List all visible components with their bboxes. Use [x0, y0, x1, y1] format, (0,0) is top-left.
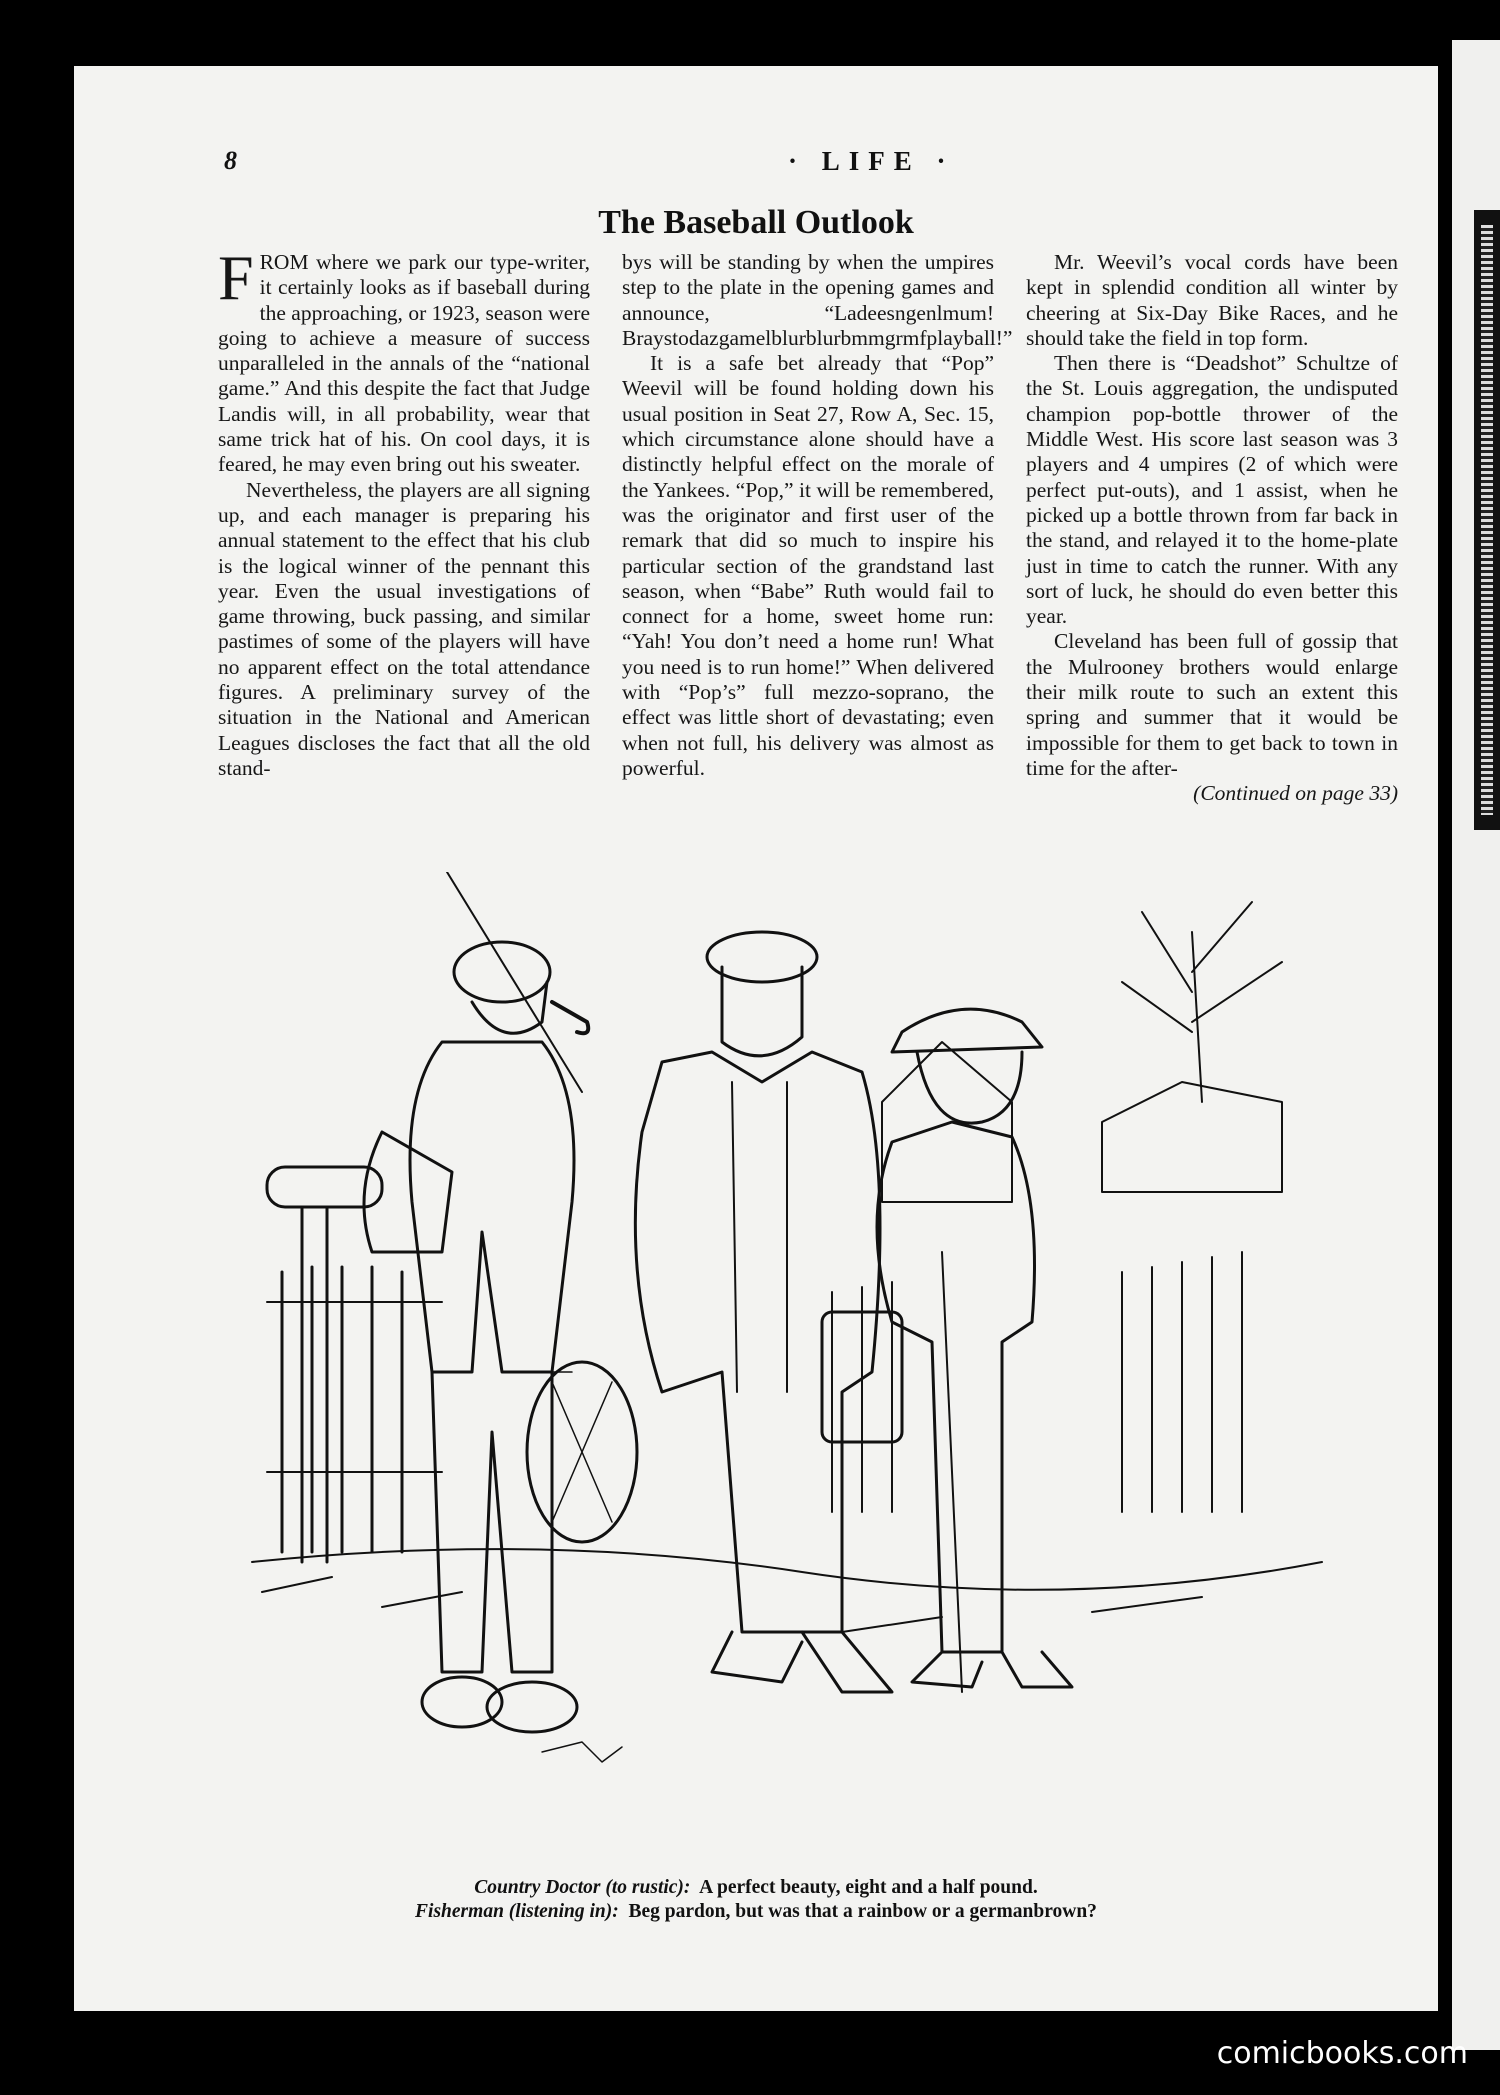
masthead: · LIFE ·	[788, 146, 955, 176]
paragraph: It is a safe bet already that “Pop” Weevil will be found holding down his usual position in Seat 27, Row A, Sec. 15, which circumstance alone should have a distinctly helpful effect on the morale of the Yankees. “Pop,” it will be remembered, was the originator and first user of the remark that did so much to inspire his particular section of the grandstand last season, when “Babe” Ruth would fail to connect for a home, sweet home run: “Yah! You don’t need a home run! What you need is to run home!” When delivered with “Pop’s” full mezzo-soprano, the effect was little short of devastating; even when not full, his delivery was almost as powerful.	[622, 351, 994, 780]
article-column-3	[1026, 250, 1398, 807]
cartoon-caption	[74, 1876, 1438, 1924]
adjacent-page-pattern	[1481, 225, 1493, 815]
caption-text: A perfect beauty, eight and a half pound.	[699, 1877, 1038, 1898]
fisherman-figure	[364, 942, 637, 1732]
fence-left	[267, 1267, 442, 1552]
continued-note: (Continued on page 33)	[1193, 781, 1398, 806]
article-column-1	[218, 242, 590, 781]
caption-text: Beg pardon, but was that a rainbow or a germanbrown?	[628, 1901, 1097, 1922]
paragraph: Nevertheless, the players are all signing up, and each manager is preparing his annual statement to the effect that his club is the logical winner of the pennant this year. Even the usual investigations of game throwing, buck passing, and similar pastimes of some of the players will have no apparent effect on the total attendance figures. A preliminary survey of the situation in the National and American Leagues discloses the fact that all the old stand-	[218, 477, 590, 780]
paragraph: Cleveland has been full of gossip that the Mulrooney brothers would enlarge their milk route to such an extent this spring and summer that it would be impossible for them to get back to town in time for the after-	[1026, 629, 1398, 780]
caption-speaker: Fisherman (listening in):	[415, 1901, 619, 1922]
fishing-creel	[364, 1132, 452, 1252]
article-column-2	[622, 250, 1013, 781]
caption-line-1	[74, 1876, 1438, 1900]
article-title: The Baseball Outlook	[598, 204, 914, 241]
caption-speaker: Country Doctor (to rustic):	[474, 1877, 691, 1898]
cartoon-illustration	[242, 872, 1328, 1872]
doctor-figure	[635, 932, 902, 1692]
paragraph: bys will be standing by when the umpires step to the plate in the opening games and announce, “Ladeesngenlmum! Braystodazgamelblurblurbmmgrmfplayball!”	[622, 250, 1013, 350]
page-number: 8	[224, 146, 237, 175]
paragraph: Then there is “Deadshot” Schultze of the St. Louis aggregation, the undisputed champion pop-bottle thrower of the Middle West. His score last season was 3 players and 4 umpires (2 of which were perfect put-outs), and 1 assist, when he picked up a bottle thrown from far back in the stand, and relayed it to the home-plate just in time to catch the runner. With any sort of luck, he should do even better this year.	[1026, 351, 1398, 629]
paragraph-text: ROM where we park our type-writer, it certainly looks as if baseball during the approaching, or 1923, season were going to achieve a measure of success unparalleled in the annals of the “national game.” And this despite the fact that Judge Landis will, in all probability, wear that same trick hat of his. On cool days, it is feared, he may even bring out his sweater.	[218, 250, 590, 477]
paragraph	[218, 242, 590, 478]
caption-line-2	[74, 1900, 1438, 1924]
adjacent-page-edge	[1452, 40, 1500, 2050]
paragraph: Mr. Weevil’s vocal cords have been kept in splendid condition all winter by cheering at Six-Day Bike Races, and he should take the field in top form.	[1026, 250, 1398, 350]
watermark: comicbooks.com	[1216, 2036, 1468, 2071]
magazine-page	[74, 66, 1438, 2011]
drop-cap: F	[218, 242, 254, 313]
